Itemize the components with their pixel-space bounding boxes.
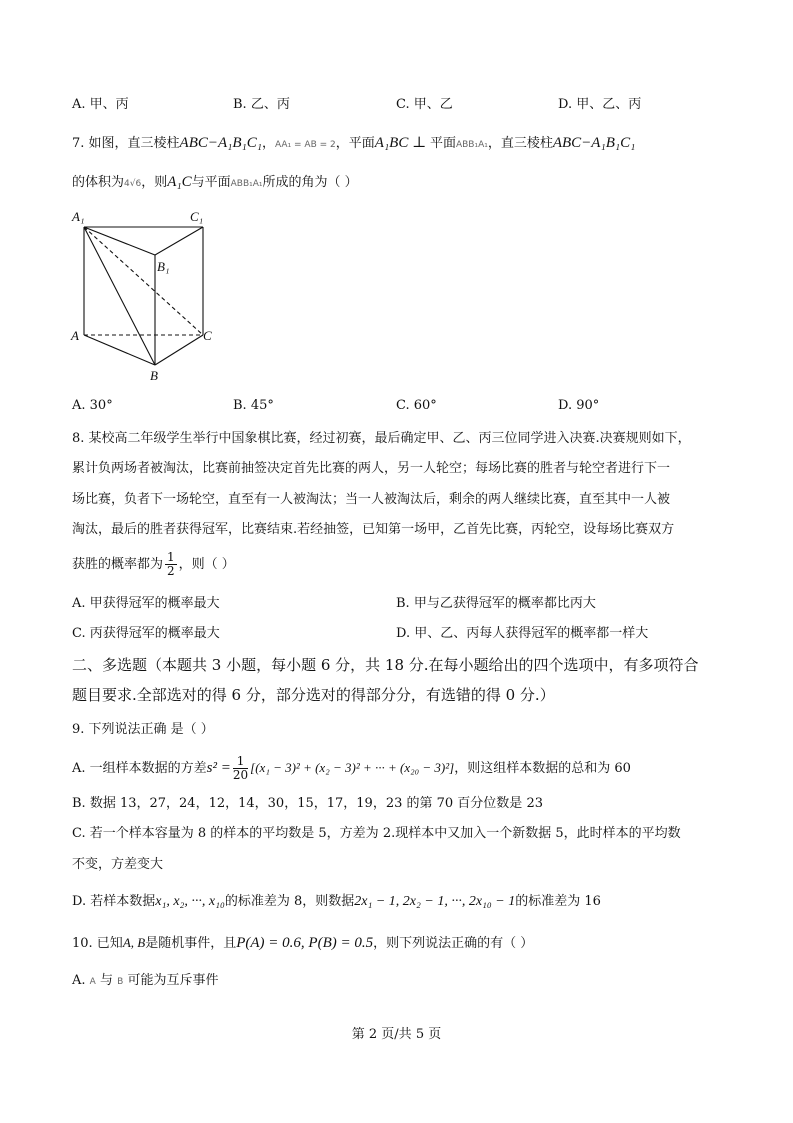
q9-variance-lhs: s² = — [206, 760, 231, 776]
q8-line-4: 淘汰，最后的胜者获得冠军，比赛结束.若经抽签，已知第一场甲，乙首先比赛，丙轮空，设每场比赛双方 — [72, 522, 675, 537]
label-c: C — [203, 328, 212, 343]
q10-probabilities: P(A) = 0.6, P(B) = 0.5 — [236, 935, 374, 951]
q7-stem-line1: 7. 如图，直三棱柱ABC−A₁B₁C₁，AA₁ = AB = 2，平面A₁BC ⊥ 平面ABB₁A₁，直三棱柱ABC−A₁B₁C₁ — [72, 135, 636, 151]
q7-option-c: C. 60° — [396, 398, 437, 413]
q7-option-a: A. 30° — [72, 398, 113, 413]
q7-prism: ABC−A₁B₁C₁ — [179, 135, 262, 151]
q9-sample-vars: x₁, x₂, ···, x₁₀ — [155, 894, 225, 909]
q10-events: A, B — [122, 935, 146, 950]
q9-stem: 9. 下列说法正确 是（ ） — [72, 722, 214, 737]
q8-option-a: A. 甲获得冠军的概率最大 — [72, 596, 220, 611]
section2-title-line1: 二、多选题（本题共 3 小题，每小题 6 分，共 18 分.在每小题给出的四个选项中，有多项符合 — [72, 656, 699, 674]
q7-segment: A₁C — [167, 174, 192, 190]
edge-a1-c-dashed — [84, 227, 203, 335]
q9-option-c-line1: C. 若一个样本容量为 8 的样本的平均数是 5，方差为 2.现样本中又加入一个新数据 5，此时样本的平均数 — [72, 826, 681, 841]
q7-prism-figure — [70, 205, 220, 385]
q7-option-b: B. 45° — [233, 398, 274, 413]
q9-variance-rhs: [(x₁ − 3)² + (x₂ − 3)² + ··· + (x₂₀ − 3)²] — [250, 760, 455, 775]
edge-b-c — [155, 335, 203, 365]
q9-option-d: D. 若样本数据x₁, x₂, ···, x₁₀的标准差为 8，则数据2x₁ − 1, 2x₂ − 1, ···, 2x₁₀ − 1的标准差为 16 — [72, 894, 601, 909]
edge-a1-b1 — [84, 227, 155, 255]
q8-line-5: 获胜的概率都为 $\frac{1}{2}$ ，则（ ） — [72, 550, 235, 578]
edge-a1-b — [84, 227, 155, 365]
label-a1: A₁ — [72, 209, 85, 224]
q8-option-b: B. 甲与乙获得冠军的概率都比丙大 — [396, 596, 596, 611]
q6-option-a: A. 甲、丙 — [72, 97, 129, 112]
q7-plane2: ABB₁A₁ — [455, 140, 488, 150]
q10-stem: 10. 已知A, B是随机事件，且P(A) = 0.6, P(B) = 0.5，则下列说法正确的有（ ） — [72, 935, 534, 951]
q7-plane3: ABB₁A₁ — [230, 179, 263, 189]
section2-title-line2: 题目要求.全部选对的得 6 分，部分选对的得部分分，有选错的得 0 分.） — [72, 686, 555, 704]
q6-option-d: D. 甲、乙、丙 — [558, 97, 642, 112]
q7-volume: 4√6 — [124, 179, 142, 189]
q8-option-c: C. 丙获得冠军的概率最大 — [72, 626, 220, 641]
q9-option-a: A. 一组样本数据的方差s² = $\frac{1}{20}$ [(x₁ − 3)² + (x₂ − 3)² + ··· + (x₂₀ − 3)²]，则这组样本数据的总和为 60 — [72, 754, 631, 782]
label-b: B — [150, 368, 158, 383]
edge-b1-c1 — [155, 227, 203, 255]
q9-transformed-data: 2x₁ − 1, 2x₂ − 1, ···, 2x₁₀ − 1 — [354, 894, 516, 909]
edge-a-b — [84, 335, 155, 365]
q9-option-b: B. 数据 13，27，24，12，14，30，15，17，19，23 的第 70 百分位数是 23 — [72, 796, 543, 811]
q7-condition: AA₁ = AB = 2 — [275, 140, 336, 150]
page-footer: 第 2 页/共 5 页 — [351, 1027, 442, 1042]
q7-plane1: A₁BC ⊥ — [374, 135, 430, 151]
q8-line-2: 累计负两场者被淘汰，比赛前抽签决定首先比赛的两人，另一人轮空；每场比赛的胜者与轮空者进行下一 — [72, 461, 671, 476]
q8-option-d: D. 甲、乙、丙每人获得冠军的概率都一样大 — [396, 626, 649, 641]
q6-option-c: C. 甲、乙 — [396, 97, 453, 112]
q7-prism2: ABC−A₁B₁C₁ — [552, 135, 636, 151]
label-a: A — [71, 328, 79, 343]
q10-option-a: A. A 与 B 可能为互斥事件 — [72, 973, 219, 988]
q7-stem-line2: 的体积为4√6，则A₁C与平面ABB₁A₁所成的角为（ ） — [72, 174, 358, 190]
q8-line-3: 场比赛，负者下一场轮空，直至有一人被淘汰；当一人被淘汰后，剩余的两人继续比赛，直至其中一人被 — [72, 492, 671, 507]
q9-variance-frac: $\frac{1}{20}$ — [232, 754, 249, 782]
q7-option-d: D. 90° — [558, 398, 600, 413]
label-c1: C₁ — [190, 209, 204, 224]
q8-line-1: 8. 某校高二年级学生举行中国象棋比赛，经过初赛，最后确定甲、乙、丙三位同学进入决赛.决赛规则如下， — [72, 431, 691, 446]
label-b1: B₁ — [157, 259, 170, 274]
q8-fraction: $\frac{1}{2}$ — [167, 550, 175, 578]
q6-option-b: B. 乙、丙 — [233, 97, 290, 112]
q9-option-c-line2: 不变，方差变大 — [72, 857, 164, 872]
